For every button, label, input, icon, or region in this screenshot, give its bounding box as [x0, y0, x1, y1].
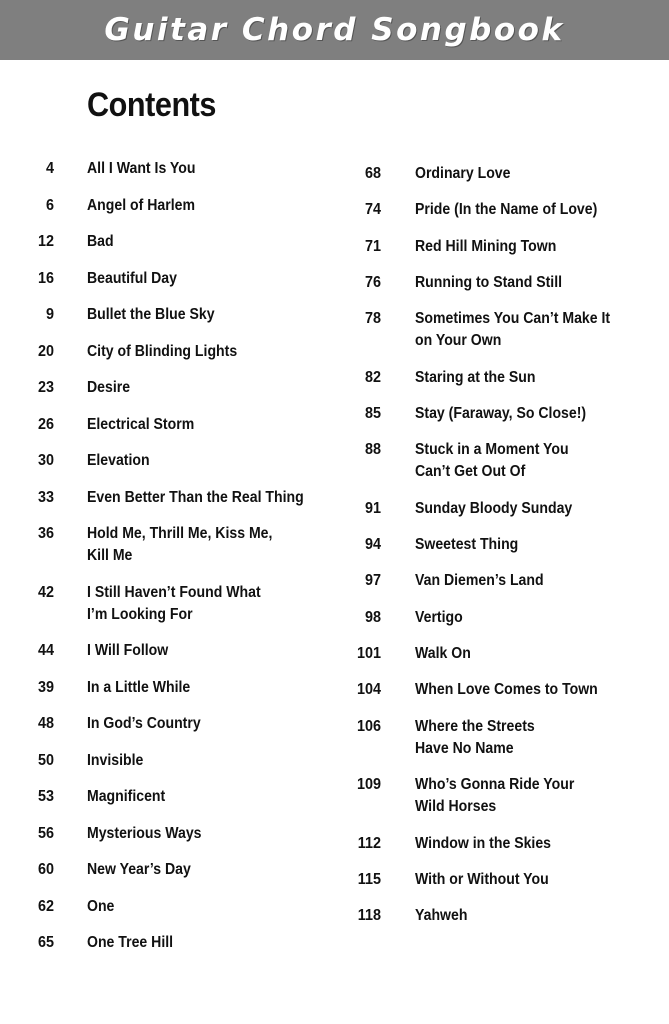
page-number: 76: [364, 273, 381, 291]
toc-entry[interactable]: [0, 377, 320, 414]
toc-entry[interactable]: [0, 932, 320, 969]
page-number: 85: [364, 404, 381, 422]
song-title: Even Better Than the Real Thing: [87, 488, 304, 506]
song-title: Yahweh: [415, 907, 468, 925]
toc-entry[interactable]: [330, 367, 650, 403]
page-number: 97: [364, 572, 381, 590]
song-title: I Will Follow: [87, 642, 169, 659]
toc-entry[interactable]: [0, 304, 320, 341]
page-number: 82: [364, 368, 381, 386]
song-title: New Year’s Day: [87, 861, 191, 878]
page-number: 91: [364, 499, 381, 517]
page-number: 68: [364, 165, 381, 182]
book-title: Guitar Chord Songbook: [104, 12, 565, 48]
song-title: I Still Haven’t Found What: [87, 583, 261, 601]
page-number: 118: [357, 907, 381, 925]
toc-entry[interactable]: [330, 833, 650, 869]
toc-entry[interactable]: [0, 268, 320, 305]
song-title: on Your Own: [415, 332, 502, 350]
page-number: 60: [37, 861, 54, 878]
toc-entry[interactable]: [330, 570, 650, 606]
page-number: 42: [37, 583, 54, 601]
song-title: All I Want Is You: [87, 160, 196, 177]
song-title: Hold Me, Thrill Me, Kiss Me,: [87, 525, 273, 542]
toc-entry[interactable]: [0, 195, 320, 232]
song-title: One: [87, 897, 115, 915]
page-number: 62: [37, 897, 54, 915]
song-title: Wild Horses: [415, 798, 497, 816]
toc-entry[interactable]: [0, 786, 320, 823]
page-number: 12: [37, 233, 54, 250]
song-title: Pride (In the Name of Love): [415, 201, 598, 219]
toc-entry[interactable]: [330, 716, 650, 775]
toc-entry[interactable]: [330, 163, 650, 199]
toc-entry[interactable]: [0, 523, 320, 582]
song-title: Invisible: [87, 751, 144, 769]
toc-entry[interactable]: [0, 158, 320, 195]
page-number: 30: [37, 452, 54, 469]
song-title: In a Little While: [87, 678, 191, 696]
toc-entry[interactable]: [0, 231, 320, 268]
toc-entry[interactable]: [0, 341, 320, 378]
toc-entry[interactable]: [0, 859, 320, 896]
toc-entry[interactable]: [330, 439, 650, 498]
page-number: 65: [37, 934, 54, 951]
song-title: Van Diemen’s Land: [415, 572, 544, 590]
page-number: 104: [356, 681, 381, 699]
page-number: 20: [37, 342, 54, 360]
toc-entry[interactable]: [0, 414, 320, 451]
song-title: Walk On: [415, 644, 471, 662]
toc-entry[interactable]: [0, 640, 320, 677]
song-title: Where the Streets: [415, 717, 535, 735]
toc-entry[interactable]: [330, 199, 650, 235]
song-title: Sunday Bloody Sunday: [415, 499, 573, 517]
toc-entry[interactable]: [330, 869, 650, 905]
toc-entry[interactable]: [0, 750, 320, 787]
song-title: Stuck in a Moment You: [415, 441, 569, 459]
page-number: 44: [37, 642, 54, 659]
song-title: Elevation: [87, 452, 150, 469]
song-title: Vertigo: [415, 608, 463, 626]
toc-entry[interactable]: [330, 236, 650, 272]
toc-entry[interactable]: [330, 774, 650, 833]
toc-entry[interactable]: [330, 905, 650, 941]
song-title: One Tree Hill: [87, 934, 174, 951]
page-number: 74: [364, 201, 381, 219]
toc-entry[interactable]: [330, 534, 650, 570]
song-title: Have No Name: [415, 739, 514, 757]
song-title: When Love Comes to Town: [415, 681, 598, 699]
page-number: 109: [356, 776, 381, 794]
toc-entry[interactable]: [330, 498, 650, 534]
song-title: City of Blinding Lights: [87, 342, 238, 360]
page-number: 78: [364, 310, 381, 328]
toc-entry[interactable]: [0, 450, 320, 487]
song-title: Beautiful Day: [87, 269, 177, 287]
song-title: Red Hill Mining Town: [415, 237, 557, 255]
page-number: 53: [37, 788, 54, 805]
page-number: 112: [357, 834, 381, 852]
page-number: 98: [364, 608, 381, 626]
toc-entry[interactable]: [0, 582, 320, 641]
toc-entry[interactable]: [330, 308, 650, 367]
page-number: 101: [356, 644, 381, 662]
page-number: 48: [37, 715, 54, 732]
page-number: 56: [37, 824, 54, 842]
page-number: 36: [37, 525, 54, 542]
song-title: In God’s Country: [87, 715, 201, 732]
song-title: Staring at the Sun: [415, 368, 536, 386]
song-title: Magnificent: [87, 788, 166, 805]
header-banner: [0, 0, 669, 60]
toc-entry[interactable]: [330, 272, 650, 308]
toc-entry[interactable]: [330, 403, 650, 439]
page-number: 26: [37, 415, 54, 433]
page-number: 88: [364, 441, 381, 459]
song-title: Stay (Faraway, So Close!): [415, 404, 587, 422]
page-number: 115: [357, 870, 381, 888]
song-title: Sweetest Thing: [415, 536, 519, 554]
toc-entry[interactable]: [330, 679, 650, 715]
song-title: Who’s Gonna Ride Your: [415, 776, 575, 794]
song-title: With or Without You: [415, 870, 549, 888]
page-number: 16: [37, 269, 54, 287]
song-title: Can’t Get Out Of: [415, 463, 526, 481]
page-number: 9: [45, 306, 54, 323]
song-title: Sometimes You Can’t Make It: [415, 310, 611, 328]
page-number: 50: [37, 751, 54, 769]
song-title: Mysterious Ways: [87, 824, 202, 842]
song-title: Desire: [87, 379, 131, 396]
toc-entry[interactable]: [0, 823, 320, 860]
page-number: 106: [356, 717, 381, 735]
toc-entry[interactable]: [330, 643, 650, 679]
song-title: Angel of Harlem: [87, 196, 195, 214]
song-title: Bad: [87, 233, 114, 250]
page-number: 39: [37, 678, 54, 696]
toc-entry[interactable]: [0, 896, 320, 933]
song-title: Window in the Skies: [415, 834, 552, 852]
toc-entry[interactable]: [0, 713, 320, 750]
page-number: 71: [364, 237, 381, 255]
page-number: 23: [37, 379, 54, 396]
song-title: Kill Me: [87, 547, 133, 564]
toc-right-column: [330, 163, 650, 941]
toc-entry[interactable]: [0, 487, 320, 524]
toc-left-column: [0, 158, 320, 969]
song-title: Running to Stand Still: [415, 273, 563, 291]
song-title: Electrical Storm: [87, 415, 195, 433]
page-number: 6: [45, 196, 54, 214]
song-title: Bullet the Blue Sky: [87, 306, 215, 323]
song-title: Ordinary Love: [415, 165, 511, 182]
toc-entry[interactable]: [0, 677, 320, 714]
page-number: 4: [45, 160, 54, 177]
page-number: 33: [37, 488, 54, 506]
song-title: I’m Looking For: [87, 605, 193, 623]
toc-entry[interactable]: [330, 607, 650, 643]
contents-heading: Contents: [87, 86, 216, 124]
page-number: 94: [364, 536, 381, 554]
